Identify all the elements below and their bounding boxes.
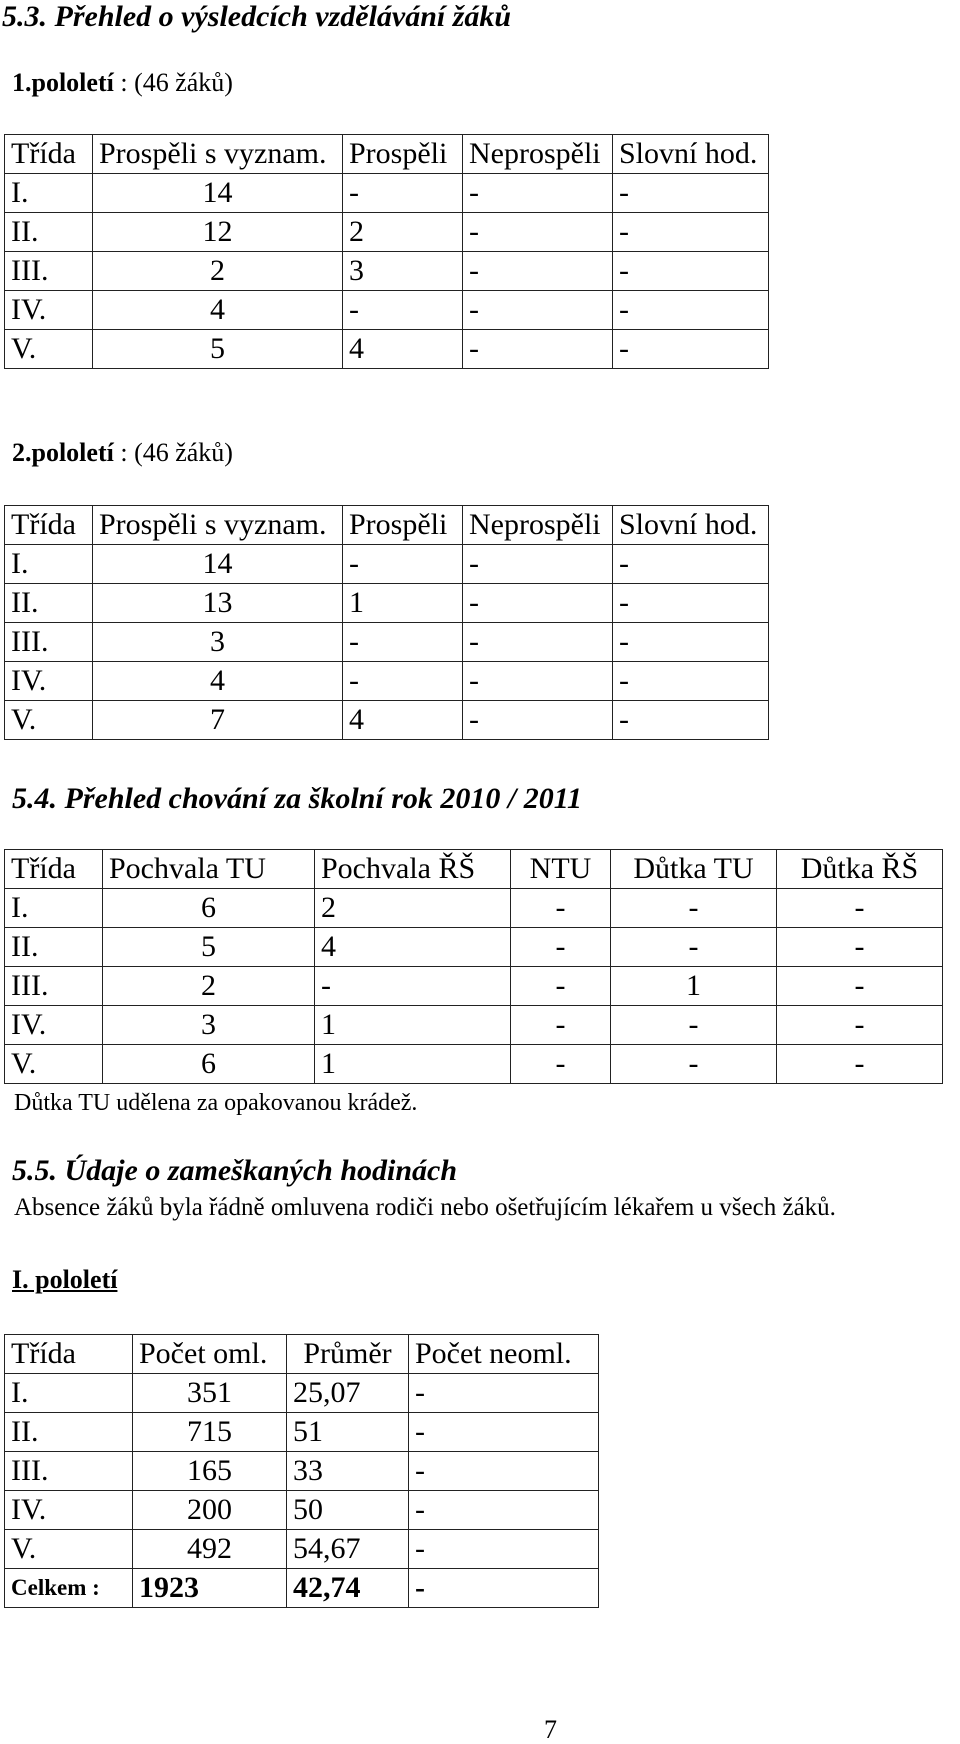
table-cell: -	[613, 213, 769, 252]
table-cell: III.	[5, 1452, 133, 1491]
table-cell: 200	[133, 1491, 287, 1530]
table-cell: 14	[93, 545, 343, 584]
table-cell: -	[511, 1045, 611, 1084]
section-title-5-5: 5.5. Údaje o zameškaných hodinách	[12, 1154, 458, 1187]
table-cell: 2	[93, 252, 343, 291]
behaviour-table	[4, 849, 943, 1084]
table-row	[5, 1530, 599, 1569]
results-table-2	[4, 505, 769, 740]
table-total-row	[5, 1569, 599, 1608]
period-label: I. pololetí	[12, 1265, 118, 1294]
header-cell: Počet neoml.	[409, 1335, 599, 1374]
table-cell: 2	[103, 967, 315, 1006]
table-cell: 3	[343, 252, 463, 291]
table-cell: 6	[103, 889, 315, 928]
table-row	[5, 967, 943, 1006]
table-row	[5, 545, 769, 584]
results-table-1	[4, 134, 769, 369]
header-cell: Prospěli s vyznam.	[93, 506, 343, 545]
table-cell: III.	[5, 967, 103, 1006]
table-cell: -	[613, 252, 769, 291]
total-cell: -	[409, 1569, 599, 1608]
table-cell: -	[463, 662, 613, 701]
table-cell: 12	[93, 213, 343, 252]
behaviour-note: Důtka TU udělena za opakovanou krádež.	[14, 1090, 418, 1116]
table-cell: -	[511, 967, 611, 1006]
section-title-5-4: 5.4. Přehled chování za školní rok 2010 / 2011	[12, 782, 583, 815]
half-year-2-label	[12, 438, 233, 468]
table-cell: 165	[133, 1452, 287, 1491]
table-row	[5, 1006, 943, 1045]
table-cell: -	[777, 1006, 943, 1045]
header-cell: Třída	[5, 1335, 133, 1374]
table-cell: IV.	[5, 1006, 103, 1045]
table-cell: I.	[5, 1374, 133, 1413]
header-cell: Důtka TU	[611, 850, 777, 889]
table-cell: -	[463, 174, 613, 213]
half-year-2-title: 2.pololetí	[12, 438, 114, 467]
table-cell: -	[511, 1006, 611, 1045]
table-cell: II.	[5, 1413, 133, 1452]
table-cell: I.	[5, 174, 93, 213]
header-cell: Pochvala TU	[103, 850, 315, 889]
table-cell: V.	[5, 1530, 133, 1569]
table-cell: -	[463, 623, 613, 662]
table-cell: II.	[5, 213, 93, 252]
table-cell: -	[777, 1045, 943, 1084]
table-cell: 5	[103, 928, 315, 967]
table-cell: 2	[315, 889, 511, 928]
table-cell: -	[613, 545, 769, 584]
header-cell: Neprospěli	[463, 506, 613, 545]
header-cell: Prospěli	[343, 506, 463, 545]
table-cell: III.	[5, 623, 93, 662]
header-cell: NTU	[511, 850, 611, 889]
header-cell: Slovní hod.	[613, 506, 769, 545]
table-cell: 3	[103, 1006, 315, 1045]
absence-text: Absence žáků byla řádně omluvena rodiči nebo ošetřujícím lékařem u všech žáků.	[14, 1194, 836, 1221]
table-row	[5, 889, 943, 928]
table-row	[5, 1413, 599, 1452]
table-cell: -	[409, 1413, 599, 1452]
table-cell: -	[315, 967, 511, 1006]
table-cell: 4	[343, 330, 463, 369]
half-year-1-title: 1.pololetí	[12, 68, 114, 97]
table-cell: -	[409, 1452, 599, 1491]
table-cell: -	[613, 701, 769, 740]
table-cell: 492	[133, 1530, 287, 1569]
table-row	[5, 1045, 943, 1084]
table-row	[5, 174, 769, 213]
table-cell: -	[611, 1006, 777, 1045]
table-cell: 51	[287, 1413, 409, 1452]
table-cell: V.	[5, 330, 93, 369]
table-cell: -	[613, 584, 769, 623]
table-cell: -	[463, 584, 613, 623]
table-cell: -	[511, 889, 611, 928]
table-cell: -	[409, 1374, 599, 1413]
table-cell: -	[613, 662, 769, 701]
table-cell: -	[463, 252, 613, 291]
table-row	[5, 623, 769, 662]
table-row	[5, 584, 769, 623]
table-cell: -	[463, 545, 613, 584]
table-cell: 14	[93, 174, 343, 213]
table-cell: 351	[133, 1374, 287, 1413]
table-cell: V.	[5, 1045, 103, 1084]
table-cell: -	[409, 1530, 599, 1569]
table-cell: -	[343, 174, 463, 213]
table-cell: -	[611, 889, 777, 928]
table-cell: III.	[5, 252, 93, 291]
table-row	[5, 252, 769, 291]
table-cell: 50	[287, 1491, 409, 1530]
table-cell: -	[463, 701, 613, 740]
table-cell: 5	[93, 330, 343, 369]
absence-table	[4, 1334, 599, 1608]
header-cell: Třída	[5, 850, 103, 889]
table-cell: IV.	[5, 291, 93, 330]
table-row	[5, 291, 769, 330]
table-cell: 4	[315, 928, 511, 967]
half-year-1-label	[12, 68, 233, 98]
table-cell: 1	[343, 584, 463, 623]
table-cell: 25,07	[287, 1374, 409, 1413]
table-cell: 54,67	[287, 1530, 409, 1569]
total-cell: 1923	[133, 1569, 287, 1608]
table-row	[5, 662, 769, 701]
table-cell: II.	[5, 928, 103, 967]
header-cell: Důtka ŘŠ	[777, 850, 943, 889]
table-cell: IV.	[5, 662, 93, 701]
table-cell: 1	[611, 967, 777, 1006]
table-cell: -	[343, 291, 463, 330]
table-row	[5, 1374, 599, 1413]
table-cell: 7	[93, 701, 343, 740]
table-cell: II.	[5, 584, 93, 623]
header-cell: Pochvala ŘŠ	[315, 850, 511, 889]
half-year-1-count: : (46 žáků)	[120, 68, 233, 97]
table-cell: -	[343, 662, 463, 701]
table-cell: -	[511, 928, 611, 967]
table-cell: 4	[93, 291, 343, 330]
table-row	[5, 330, 769, 369]
table-row	[5, 701, 769, 740]
table-cell: -	[777, 967, 943, 1006]
table-cell: -	[777, 889, 943, 928]
table-cell: 3	[93, 623, 343, 662]
table-cell: I.	[5, 545, 93, 584]
table-cell: 715	[133, 1413, 287, 1452]
table-cell: 33	[287, 1452, 409, 1491]
table-cell: 1	[315, 1006, 511, 1045]
table-cell: 4	[343, 701, 463, 740]
total-cell: 42,74	[287, 1569, 409, 1608]
table-cell: 2	[343, 213, 463, 252]
table-cell: IV.	[5, 1491, 133, 1530]
table-header-row	[5, 1335, 599, 1374]
header-cell: Slovní hod.	[613, 135, 769, 174]
section-title-5-3: 5.3. Přehled o výsledcích vzdělávání žáků	[2, 0, 512, 33]
table-cell: -	[611, 928, 777, 967]
header-cell: Třída	[5, 135, 93, 174]
header-cell: Třída	[5, 506, 93, 545]
table-cell: -	[613, 623, 769, 662]
table-cell: 1	[315, 1045, 511, 1084]
half-year-2-count: : (46 žáků)	[120, 438, 233, 467]
table-cell: -	[613, 174, 769, 213]
table-cell: -	[409, 1491, 599, 1530]
header-cell: Prospěli s vyznam.	[93, 135, 343, 174]
header-cell: Průměr	[287, 1335, 409, 1374]
header-cell: Počet oml.	[133, 1335, 287, 1374]
table-row	[5, 928, 943, 967]
table-cell: 4	[93, 662, 343, 701]
table-row	[5, 1452, 599, 1491]
table-cell: -	[613, 330, 769, 369]
table-cell: -	[613, 291, 769, 330]
table-header-row	[5, 850, 943, 889]
table-header-row	[5, 506, 769, 545]
table-cell: -	[611, 1045, 777, 1084]
table-cell: V.	[5, 701, 93, 740]
header-cell: Neprospěli	[463, 135, 613, 174]
page-number: 7	[544, 1715, 557, 1744]
table-cell: -	[777, 928, 943, 967]
table-row	[5, 213, 769, 252]
table-cell: -	[463, 330, 613, 369]
table-cell: -	[463, 213, 613, 252]
table-header-row	[5, 135, 769, 174]
table-cell: 13	[93, 584, 343, 623]
table-cell: -	[343, 623, 463, 662]
table-cell: 6	[103, 1045, 315, 1084]
header-cell: Prospěli	[343, 135, 463, 174]
total-label: Celkem :	[5, 1569, 133, 1608]
table-row	[5, 1491, 599, 1530]
table-cell: I.	[5, 889, 103, 928]
table-cell: -	[343, 545, 463, 584]
table-cell: -	[463, 291, 613, 330]
